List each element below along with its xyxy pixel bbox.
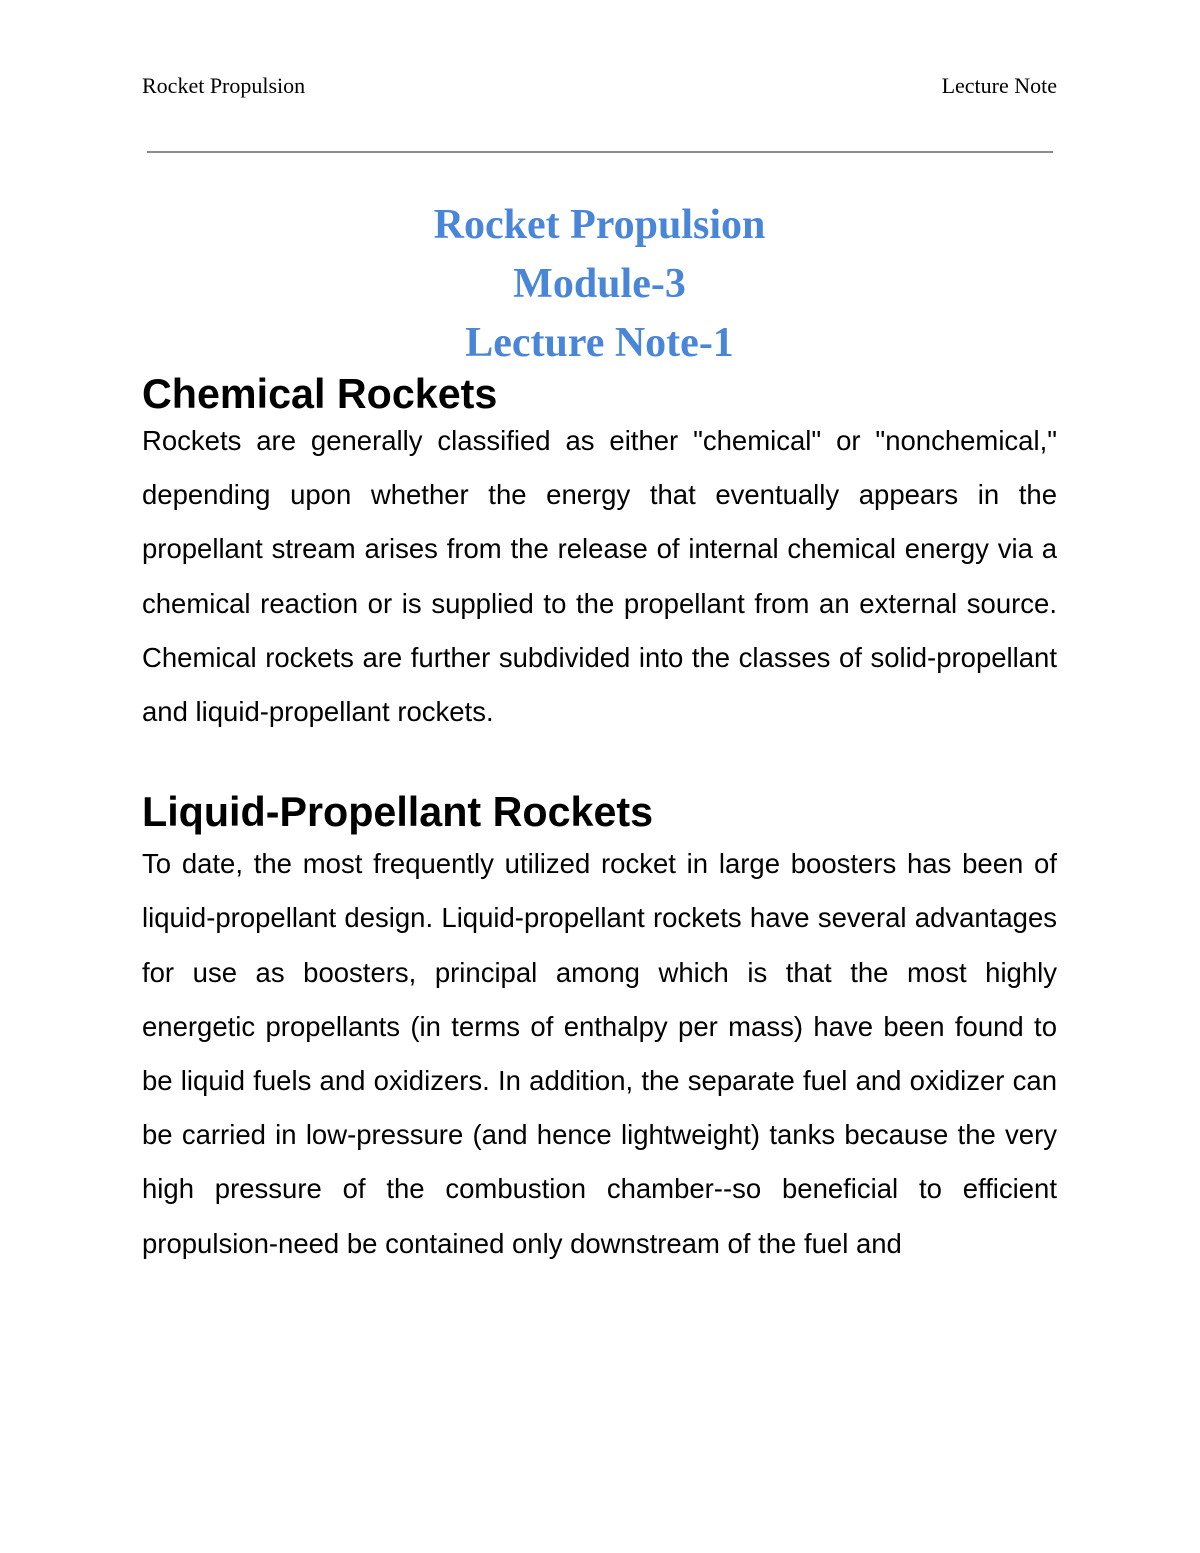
section-body-chemical-rockets: Rockets are generally classified as either "chemical" or "nonchemical," depending upon whether the energy that eventually appears in the propellant stream arises from the release of internal chemical energy via a chemical reaction or is supplied to the propellant from an external source. Chemical rockets are further subdivided into the classes of solid-propellant and liquid-propellant rockets.	[142, 425, 1057, 728]
section-heading-chemical-rockets: Chemical Rockets	[142, 371, 498, 417]
title-module: Module-3	[513, 261, 686, 307]
document-title	[142, 196, 1057, 373]
header-right-title: Lecture Note	[941, 73, 1057, 98]
section-heading-liquid-propellant-rockets: Liquid-Propellant Rockets	[142, 789, 654, 836]
title-lecture: Lecture Note-1	[465, 320, 734, 366]
header-left-title: Rocket Propulsion	[142, 73, 306, 98]
paragraph-spacer	[142, 739, 1057, 793]
document-body	[142, 371, 1057, 1271]
header-rule	[147, 151, 1053, 153]
section-body-liquid-propellant-rockets: To date, the most frequently utilized rocket in large boosters has been of liquid-propellant design. Liquid-propellant rockets have several advantages for use as boosters, principal among which is that the most highly energetic propellants (in terms of enthalpy per mass) have been found to be liquid fuels and oxidizers. In addition, the separate fuel and oxidizer can be carried in low-pressure (and hence lightweight) tanks because the very high pressure of the combustion chamber--so beneficial to efficient propulsion-need be contained only downstream of the fuel and	[142, 848, 1057, 1259]
running-header	[142, 72, 1057, 100]
title-course: Rocket Propulsion	[433, 202, 766, 248]
